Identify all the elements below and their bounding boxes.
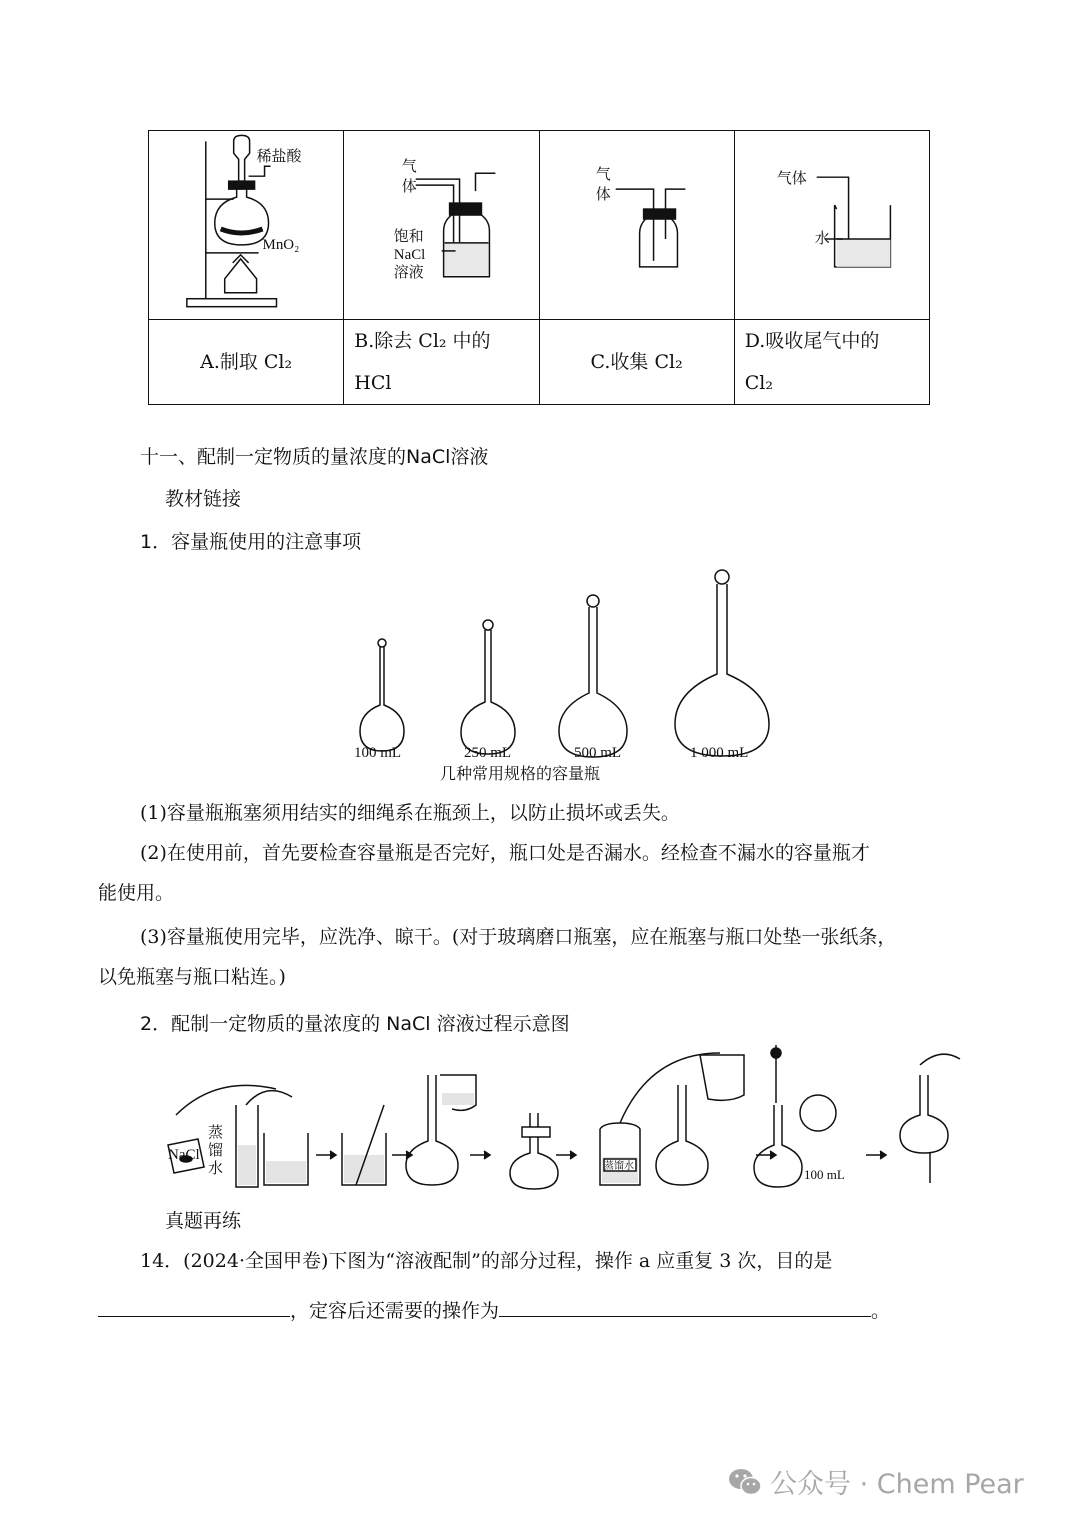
paragraph-2-line1: (2)在使用前，首先要检查容量瓶是否完好，瓶口处是否漏水。经检查不漏水的容量瓶才 — [140, 842, 870, 864]
item2-title: 2．配制一定物质的量浓度的 NaCl 溶液过程示意图 — [140, 1013, 570, 1035]
flask-label-1000: 1 000 mL — [690, 745, 749, 761]
flask-caption: 几种常用规格的容量瓶 — [440, 766, 601, 783]
svg-text:蒸: 蒸 — [208, 1125, 224, 1141]
watermark — [728, 1462, 1024, 1501]
subtitle-textbook: 教材链接 — [165, 488, 242, 510]
svg-text:NaCl: NaCl — [394, 246, 426, 263]
label-mno2: MnO₂ — [262, 236, 300, 253]
svg-text:体: 体 — [402, 179, 417, 196]
question-14-line2: ，定容后还需要的操作为 。 — [98, 1290, 890, 1332]
cell-d-image — [734, 131, 929, 320]
label-100ml-flask: 100 mL — [804, 1167, 845, 1182]
item1-title: 1．容量瓶使用的注意事项 — [140, 531, 362, 553]
svg-text:溶液: 溶液 — [394, 264, 424, 281]
svg-text:体: 体 — [595, 187, 611, 204]
svg-text:气: 气 — [402, 159, 417, 176]
apparatus-table — [148, 130, 930, 405]
wechat-icon — [728, 1467, 762, 1497]
collection-bottle-diagram — [540, 131, 734, 319]
label-dilute-hcl: 稀盐酸 — [256, 149, 302, 166]
chlorine-generator-diagram — [149, 131, 343, 319]
svg-text:气体: 气体 — [776, 171, 807, 188]
cell-a-label: A.制取 Cl₂ — [149, 320, 344, 405]
cell-b-image — [344, 131, 539, 320]
cell-b-label: B.除去 Cl₂ 中的 HCl — [344, 320, 539, 405]
label-nacl: NaCl — [168, 1147, 200, 1163]
label-distilled-water-bottle: 蒸馏水 — [604, 1161, 634, 1172]
question-14-line1: 14．(2024·全国甲卷)下图为“溶液配制”的部分过程，操作 a 应重复 3 次，目的是 — [140, 1250, 833, 1272]
svg-text:气: 气 — [595, 167, 611, 184]
svg-text:水: 水 — [814, 230, 830, 247]
flask-label-250: 250 mL — [464, 745, 512, 761]
cell-c-image — [539, 131, 734, 320]
answer-blank-2[interactable] — [499, 1294, 871, 1317]
answer-blank-1[interactable] — [98, 1294, 290, 1317]
paragraph-1: (1)容量瓶瓶塞须用结实的细绳系在瓶颈上，以防止损坏或丢失。 — [140, 802, 680, 824]
flask-label-100: 100 mL — [354, 745, 402, 761]
paragraph-3-line1: (3)容量瓶使用完毕，应洗净、晾干。(对于玻璃磨口瓶塞，应在瓶塞与瓶口处垫一张纸条， — [140, 926, 897, 948]
svg-text:饱和: 饱和 — [394, 228, 424, 245]
solution-preparation-process-figure — [160, 1045, 980, 1190]
volumetric-flasks-figure — [340, 565, 780, 787]
cell-d-label: D.吸收尾气中的 Cl₂ — [734, 320, 929, 405]
flask-label-500: 500 mL — [574, 745, 622, 761]
svg-text:水: 水 — [208, 1161, 224, 1177]
paragraph-2-line2: 能使用。 — [98, 882, 175, 904]
watermark-text: 公众号 · Chem Pear — [770, 1469, 1024, 1500]
section-title: 十一、配制一定物质的量浓度的NaCl溶液 — [140, 446, 489, 468]
svg-text:馏: 馏 — [208, 1143, 224, 1159]
cell-a-image — [149, 131, 344, 320]
cell-c-label: C.收集 Cl₂ — [539, 320, 734, 405]
subtitle-practice: 真题再练 — [165, 1210, 242, 1232]
paragraph-3-line2: 以免瓶塞与瓶口粘连。) — [98, 966, 286, 988]
absorption-beaker-diagram — [735, 131, 929, 319]
wash-bottle-diagram — [344, 131, 538, 319]
